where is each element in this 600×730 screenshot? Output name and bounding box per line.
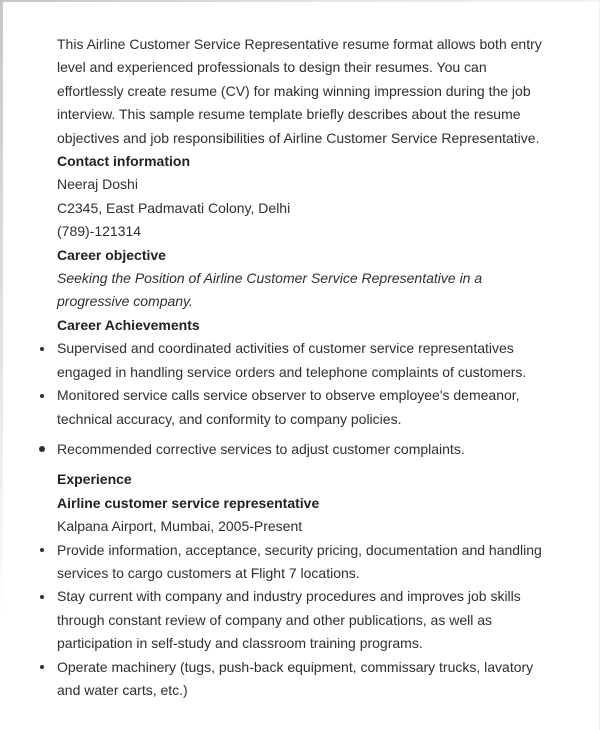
contact-heading: Contact information <box>57 153 190 170</box>
experience-job-title: Airline customer service representative <box>57 494 320 511</box>
list-item-text: Monitored service calls service observer to observe employee's demeanor, technical accuracy, and conformity to company policies. <box>57 387 520 427</box>
list-item <box>57 337 557 384</box>
career-achievements-heading: Career Achievements <box>57 316 200 333</box>
experience-heading: Experience <box>57 471 132 488</box>
bullet-icon <box>40 665 44 669</box>
resume-content <box>57 33 557 702</box>
list-item-text: Operate machinery (tugs, push-back equipment, commissary trucks, lavatory and water carts, etc.) <box>57 658 534 698</box>
bullet-icon <box>39 446 45 452</box>
list-item-text: Stay current with company and industry procedures and improves job skills through constant review of company and other publications, as well as participation in self-study and classroom training programs. <box>57 588 521 652</box>
contact-phone: (789)-121314 <box>57 223 142 240</box>
list-item <box>57 438 557 461</box>
list-item <box>57 539 557 586</box>
bullet-icon <box>40 548 44 552</box>
list-item <box>57 384 557 431</box>
list-item <box>57 656 557 703</box>
bullet-icon <box>40 394 44 398</box>
list-item-text: Recommended corrective services to adjust customer complaints. <box>57 440 465 457</box>
intro-paragraph: This Airline Customer Service Representative resume format allows both entry level and experienced professionals to design their resumes. You can effortlessly create resume (CV) for making winning impression during the job interview. This sample resume template briefly describes about the resume objectives and job responsibilities of Airline Customer Service Representative. <box>57 36 542 146</box>
bullet-icon <box>40 347 44 351</box>
list-item-text: Provide information, acceptance, security pricing, documentation and handling services to cargo customers at Flight 7 locations. <box>57 541 542 581</box>
contact-name: Neeraj Doshi <box>57 176 138 193</box>
list-item <box>57 585 557 655</box>
career-objective-heading: Career objective <box>57 246 166 263</box>
experience-job-meta: Kalpana Airport, Mumbai, 2005-Present <box>57 518 303 535</box>
career-objective-text: Seeking the Position of Airline Customer Service Representative in a progressive company. <box>57 270 483 310</box>
list-item-text: Supervised and coordinated activities of customer service representatives engaged in handling service orders and telephone complaints of customers. <box>57 340 527 380</box>
bullet-icon <box>40 595 44 599</box>
contact-address: C2345, East Padmavati Colony, Delhi <box>57 199 291 216</box>
